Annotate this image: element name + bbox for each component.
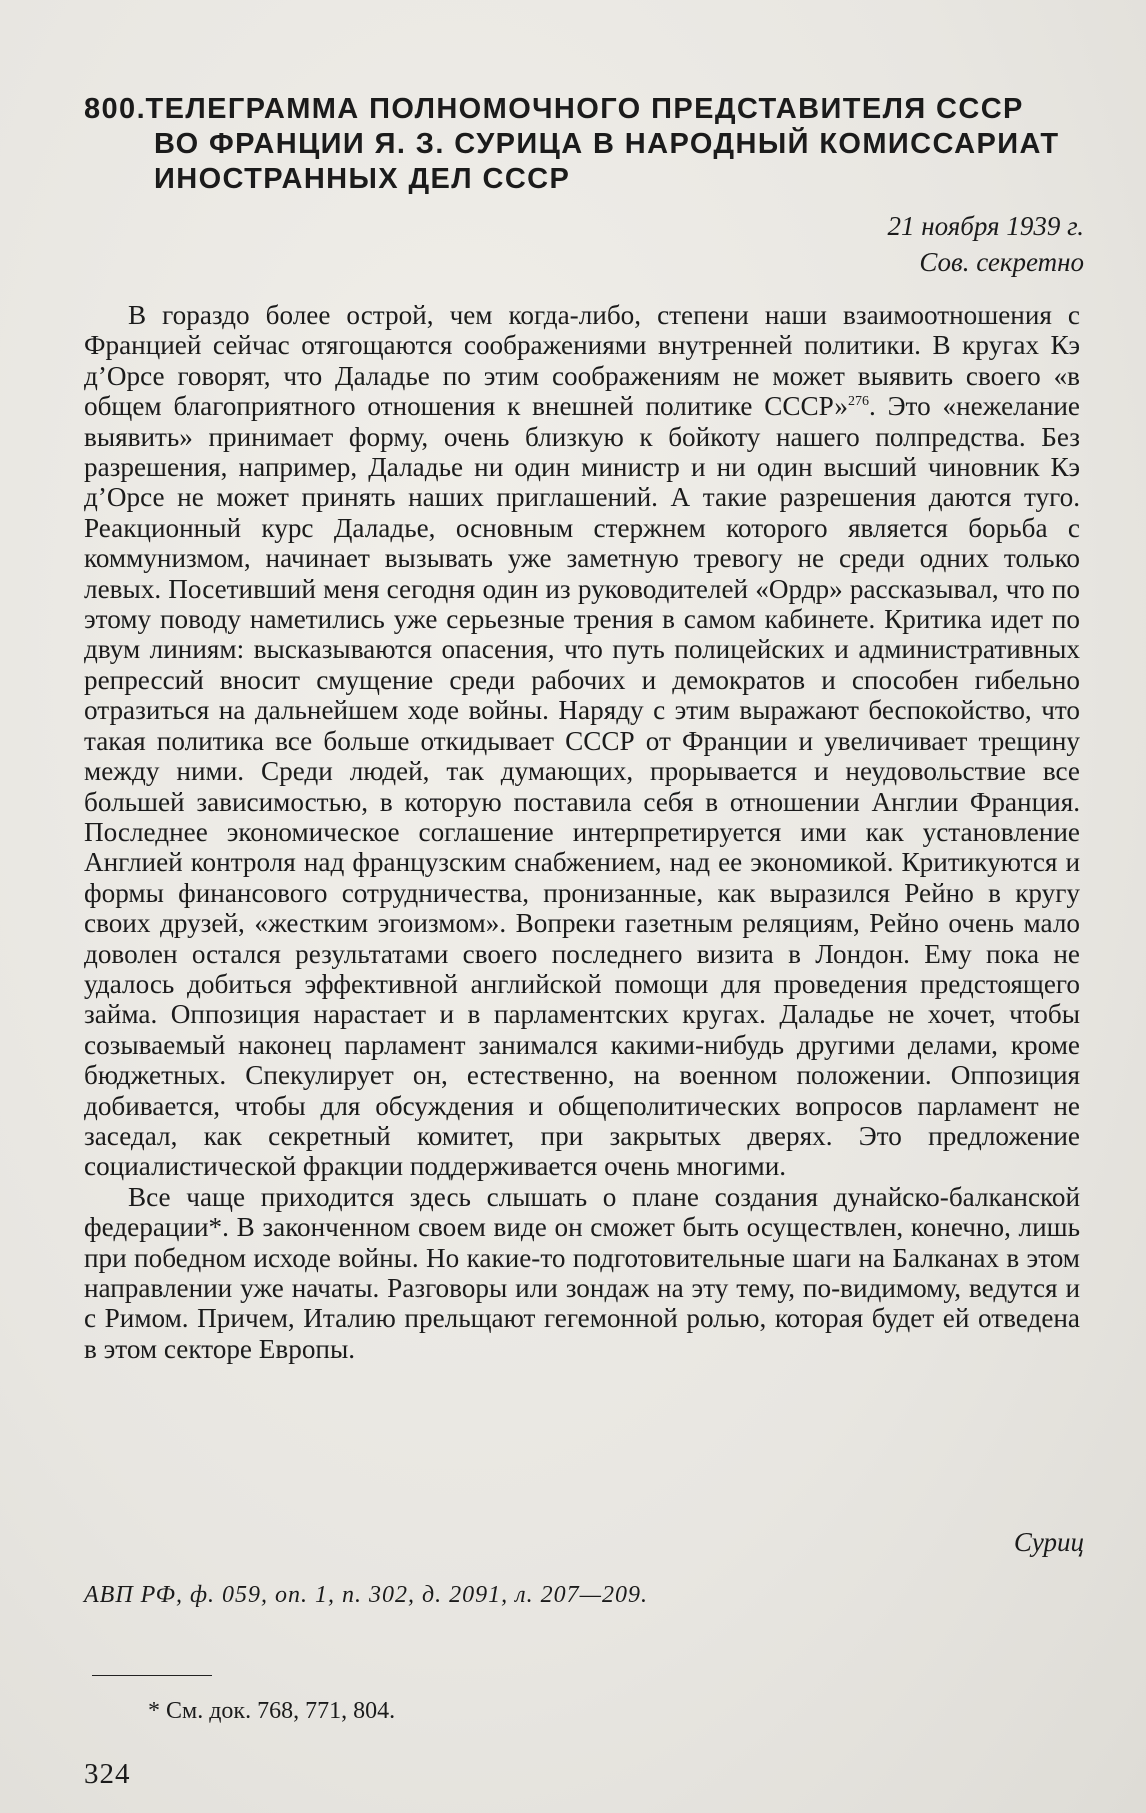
document-meta — [887, 208, 1084, 280]
footnote-reference: 276 — [848, 394, 869, 410]
heading-title-line-1: ТЕЛЕГРАММА ПОЛНОМОЧНОГО ПРЕДСТАВИТЕЛЯ СССР — [145, 93, 1024, 125]
document-number: 800. — [84, 93, 147, 125]
footnote: * См. док. 768, 771, 804. — [148, 1698, 396, 1724]
signature: Суриц — [1013, 1527, 1084, 1557]
paragraph-1-part-b: . Это «нежелание выявить» принимает форму, очень близкую к бойкоту нашего полпредства. Без разрешения, например, Даладье ни один министр и ни один высший чиновник Кэ д’Орсе не может принять наших приглашений. А такие разрешения даются туго. Реакционный курс Даладье, основным стержнем которого является борьба с коммунизмом, начинает вызывать уже заметную тревогу не среди одних только левых. Посетивший меня сегодня один из руководителей «Ордр» рассказывал, что по этому поводу наметились уже серьезные трения в самом кабинете. Критика идет по двум линиям: высказываются опасения, что путь полицейских и административных репрессий вносит смущение среди рабочих и демократов и способен гибельно отразиться на дальнейшем ходе войны. Наряду с этим выражают беспокойство, что такая политика все больше откидывает СССР от Франции и увеличивает трещину между ними. Среди людей, так думающих, прорывается и неудовольствие все большей зависимостью, в которую поставила себя в отношении Англии Франция. Последнее экономическое соглашение интерпретируется ими как установление Англией контроля над французским снабжением, над ее экономикой. Критикуются и формы финансового сотрудничества, пронизанные, как выразился Рейно в кругу своих друзей, «жестким эгоизмом». Вопреки газетным реляциям, Рейно очень мало доволен остался результатами своего последнего визита в Лондон. Ему пока не удалось добиться эффективной английской помощи для проведения предстоящего займа. Оппозиция нарастает и в парламентских кругах. Даладье не хочет, чтобы созываемый наконец парламент занимался какими-нибудь другими делами, кроме бюджетных. Спекулирует он, естественно, на военном положении. Оппозиция добивается, чтобы для обсуждения и общеполитических вопросов парламент не заседал, как секретный комитет, при закрытых дверях. Это предложение социалистической фракции поддерживается очень многими. — [84, 391, 1080, 1182]
footnote-divider — [92, 1675, 212, 1676]
archive-source: АВП РФ, ф. 059, оп. 1, п. 302, д. 2091, л. 207—209. — [84, 1582, 648, 1608]
paragraph-1 — [84, 300, 1080, 1182]
page-number: 324 — [84, 1758, 131, 1790]
document-heading — [84, 92, 1074, 197]
paragraph-2: Все чаще приходится здесь слышать о плане создания дунайско-балканской федерации*. В законченном своем виде он сможет быть осуществлен, конечно, лишь при победном исходе войны. Но какие-то подготовительные шаги на Балканах в этом направлении уже начаты. Разговоры или зондаж на эту тему, по-видимому, ведутся и с Римом. Причем, Италию прельщают гегемонной ролью, которая будет ей отведена в этом секторе Европы. — [84, 1181, 1080, 1364]
heading-line-1 — [84, 92, 1074, 127]
document-classification: Сов. секретно — [919, 247, 1084, 277]
heading-title-line-2: ВО ФРАНЦИИ Я. З. СУРИЦА В НАРОДНЫЙ КОМИССАРИАТ — [154, 128, 1060, 160]
paragraph-1-part-a: В гораздо более острой, чем когда-либо, степени наши взаимоотношения с Францией сейчас отягощаются соображениями внутренней политики. В кругах Кэ д’Орсе говорят, что Даладье по этим соображениям не может выявить своего «в общем благоприятного отношения к внешней политике СССР» — [84, 300, 1080, 422]
document-date: 21 ноября 1939 г. — [887, 211, 1084, 241]
document-body — [84, 300, 1080, 1364]
heading-title-line-3: ИНОСТРАННЫХ ДЕЛ СССР — [154, 163, 571, 195]
